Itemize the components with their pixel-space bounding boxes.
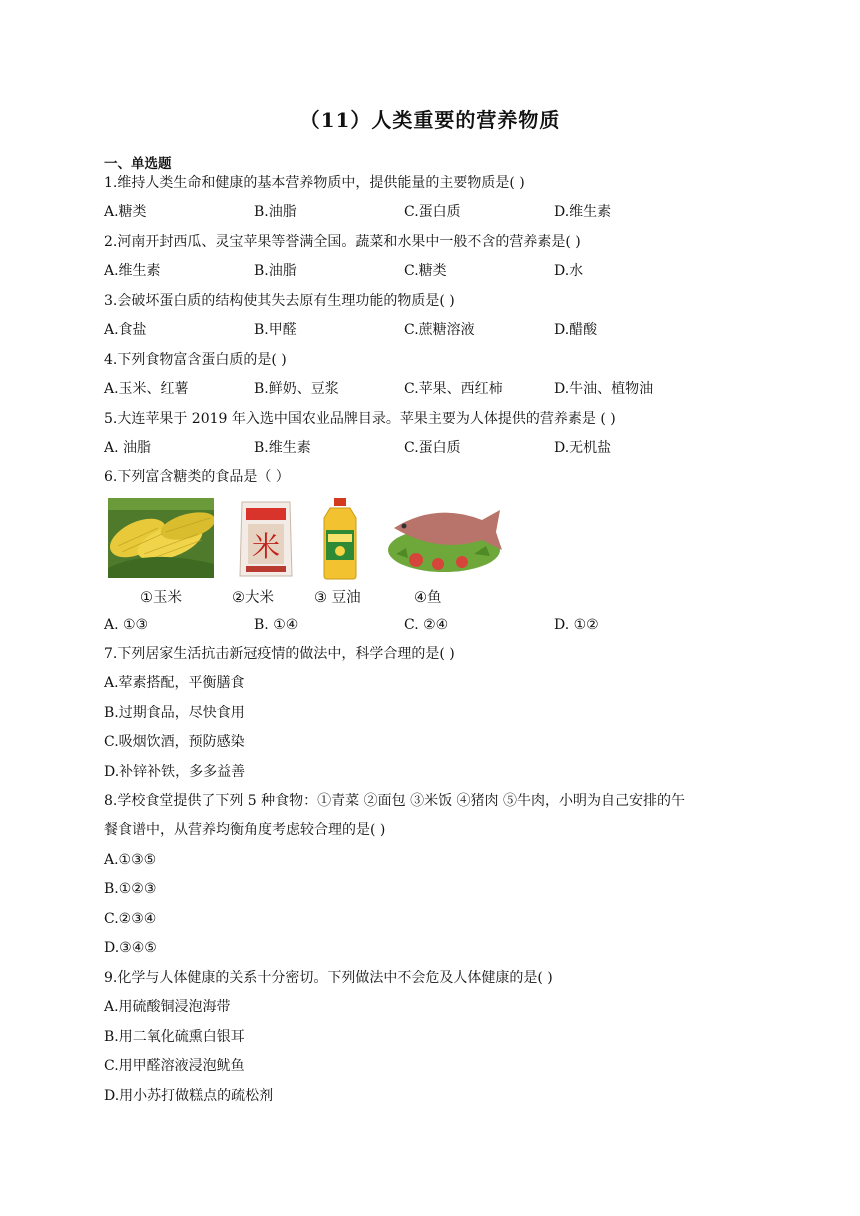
question-5-options — [104, 439, 754, 457]
food-caption: ③ 豆油 — [314, 590, 361, 606]
question-6-options — [104, 616, 754, 634]
food-item-fish — [386, 498, 504, 608]
food-item-rice — [232, 498, 296, 608]
section-heading: 一、单选题 — [104, 156, 172, 172]
option-d: D.补锌补铁，多多益善 — [104, 764, 246, 780]
question-5-stem: 5.大连苹果于 2019 年入选中国农业品牌目录。苹果主要为人体提供的营养素是 ( ) — [104, 411, 616, 427]
option-c: C.苹果、西红柿 — [404, 381, 503, 397]
question-2-options — [104, 262, 754, 280]
question-4-options — [104, 380, 754, 398]
svg-text:米: 米 — [251, 530, 281, 563]
option-a: A.维生素 — [104, 263, 161, 279]
question-8-stem-line-1: 8.学校食堂提供了下列 5 种食物：①青菜 ②面包 ③米饭 ④猪肉 ⑤牛肉，小明为自己安排的午 — [104, 793, 685, 809]
option-a: A. 油脂 — [104, 440, 152, 456]
option-b: B.用二氧化硫熏白银耳 — [104, 1029, 245, 1045]
food-caption: ②大米 — [232, 590, 274, 606]
option-c: C. ②④ — [404, 617, 449, 633]
option-a: A.①③⑤ — [104, 852, 157, 868]
question-1-stem: 1.维持人类生命和健康的基本营养物质中，提供能量的主要物质是( ) — [104, 175, 525, 191]
option-c: C.用甲醛溶液浸泡鱿鱼 — [104, 1058, 245, 1074]
option-d: D.③④⑤ — [104, 940, 157, 956]
option-b: B.①②③ — [104, 881, 157, 897]
option-c: C.②③④ — [104, 911, 157, 927]
question-3-options — [104, 321, 754, 339]
option-c: C.蛋白质 — [404, 440, 461, 456]
question-6-stem: 6.下列富含糖类的食品是（ ） — [104, 469, 290, 485]
option-b: B.过期食品，尽快食用 — [104, 705, 245, 721]
question-4-stem: 4.下列食物富含蛋白质的是( ) — [104, 352, 287, 368]
fish-image — [386, 498, 504, 578]
question-8-stem-line-2: 餐食谱中，从营养均衡角度考虑较合理的是( ) — [104, 822, 386, 838]
food-item-oil — [314, 498, 362, 608]
question-1-options — [104, 203, 754, 221]
option-a: A.糖类 — [104, 204, 147, 220]
option-d: D.无机盐 — [554, 440, 612, 456]
option-c: C.蔗糖溶液 — [404, 322, 475, 338]
option-b: B.油脂 — [254, 204, 297, 220]
option-a: A. ①③ — [104, 617, 149, 633]
food-caption: ④鱼 — [414, 590, 442, 606]
option-c: C.糖类 — [404, 263, 447, 279]
option-d: D.水 — [554, 263, 584, 279]
option-d: D.用小苏打做糕点的疏松剂 — [104, 1088, 274, 1104]
option-d: D.维生素 — [554, 204, 612, 220]
rice-bag-image — [236, 498, 296, 580]
option-d: D.牛油、植物油 — [554, 381, 654, 397]
option-c: C.吸烟饮酒，预防感染 — [104, 734, 245, 750]
option-a: A.用硫酸铜浸泡海带 — [104, 999, 231, 1015]
food-caption: ①玉米 — [140, 590, 182, 606]
page-title: （11）人类重要的营养物质 — [299, 108, 561, 132]
food-item-corn — [108, 498, 216, 608]
question-3-stem: 3.会破坏蛋白质的结构使其失去原有生理功能的物质是( ) — [104, 293, 455, 309]
question-7-stem: 7.下列居家生活抗击新冠疫情的做法中，科学合理的是( ) — [104, 646, 455, 662]
option-d: D.醋酸 — [554, 322, 598, 338]
option-d: D. ①② — [554, 617, 599, 633]
question-2-stem: 2.河南开封西瓜、灵宝苹果等誉满全国。蔬菜和水果中一般不含的营养素是( ) — [104, 234, 581, 250]
option-b: B.鲜奶、豆浆 — [254, 381, 339, 397]
oil-bottle-image — [318, 498, 362, 580]
option-b: B.油脂 — [254, 263, 297, 279]
question-9-stem: 9.化学与人体健康的关系十分密切。下列做法中不会危及人体健康的是( ) — [104, 970, 553, 986]
corn-image — [108, 498, 214, 578]
option-a: A.玉米、红薯 — [104, 381, 189, 397]
option-b: B.维生素 — [254, 440, 311, 456]
option-c: C.蛋白质 — [404, 204, 461, 220]
option-b: B. ①④ — [254, 617, 299, 633]
option-a: A.食盐 — [104, 322, 147, 338]
option-a: A.荤素搭配，平衡膳食 — [104, 675, 245, 691]
option-b: B.甲醛 — [254, 322, 297, 338]
